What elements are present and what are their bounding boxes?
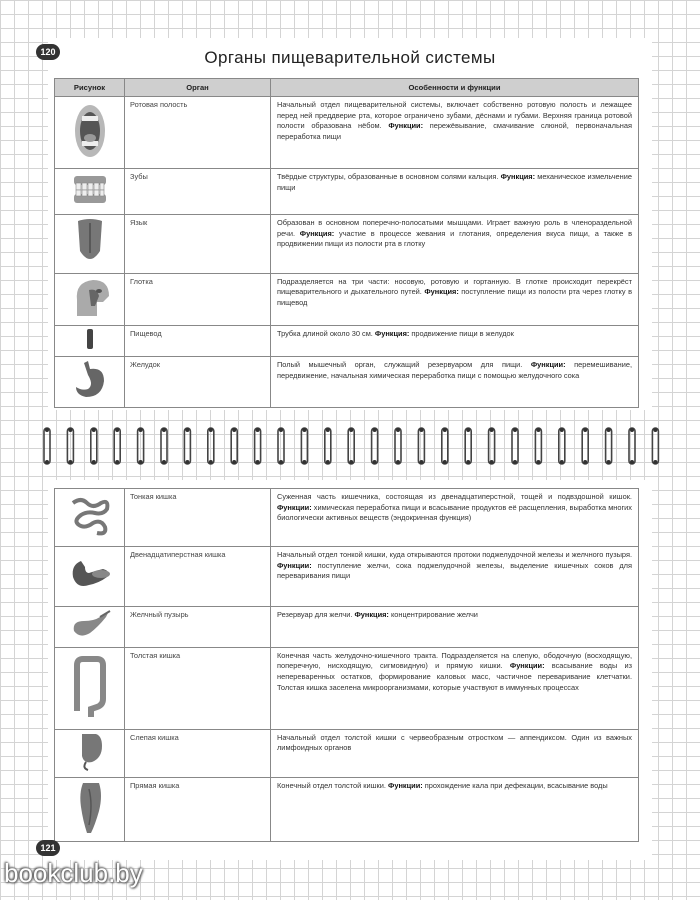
watermark: bookclub.by: [4, 858, 143, 888]
mouth-icon: [70, 100, 110, 162]
spiral-ring: [138, 428, 144, 464]
teeth-icon: [70, 172, 110, 208]
table-row: [55, 273, 639, 326]
table-row: [55, 169, 639, 215]
organ-description: Образован в основном поперечно-полосатыми мышцами. Играет важную роль в членораздельной речи. Функция: участие в процессе жевания и глотания, определения вкуса пищи, а также в продвижении пищи из полости рта в глотку: [271, 215, 639, 274]
spiral-ring: [442, 428, 448, 464]
organ-description: Подразделяется на три части: носовую, ротовую и гортанную. В глотке происходит перекрёст пищеварительного и дыхательного путей. Функция: поступление пищи из полости рта через глотку в пищевод: [271, 273, 639, 326]
organ-name: Желудок: [125, 357, 271, 408]
spiral-ring: [301, 428, 307, 464]
table-row: [55, 357, 639, 408]
duodenum-icon: [67, 555, 113, 595]
table-row: [55, 647, 639, 729]
spiral-ring: [184, 428, 190, 464]
organ-description: Твёрдые структуры, образованные в основном солями кальция. Функция: механическое измельчение пищи: [271, 169, 639, 215]
organ-name: Глотка: [125, 273, 271, 326]
spiral-ring: [348, 428, 354, 464]
organ-description: Начальный отдел толстой кишки с червеобразным отростком — аппендиксом. Один из важных лимфоидных органов: [271, 729, 639, 778]
stomach-icon: [70, 359, 110, 401]
organ-name: Пищевод: [125, 326, 271, 357]
table-row: [55, 778, 639, 842]
table-row: [55, 97, 639, 169]
organs-table-bottom: [54, 488, 639, 842]
table-row: [55, 489, 639, 547]
page-number-top: 120: [36, 44, 60, 60]
organ-name: Прямая кишка: [125, 778, 271, 842]
esophagus-icon: [84, 328, 96, 350]
spiral-ring: [512, 428, 518, 464]
spiral-ring: [489, 428, 495, 464]
spiral-ring: [395, 428, 401, 464]
spiral-ring: [582, 428, 588, 464]
table-row: [55, 607, 639, 648]
organ-name: Зубы: [125, 169, 271, 215]
spiral-ring: [208, 428, 214, 464]
organ-description: Резервуар для желчи. Функция: концентрирование желчи: [271, 607, 639, 648]
organ-name: Тонкая кишка: [125, 489, 271, 547]
header-picture: Рисунок: [55, 79, 125, 97]
organ-name: Двенадцатиперстная кишка: [125, 547, 271, 607]
organ-description: Полый мышечный орган, служащий резервуаром для пищи. Функции: перемешивание, передвижение, начальная химическая переработка пищи с помощью желудочного сока: [271, 357, 639, 408]
header-organ: Орган: [125, 79, 271, 97]
organ-name: Язык: [125, 215, 271, 274]
spiral-ring: [629, 428, 635, 464]
organ-description: Конечная часть желудочно-кишечного тракта. Подразделяется на слепую, ободочную (восходящую, поперечную, нисходящую, сигмовидную) и прямую кишки. Функции: всасывание воды из непереваренных остатков, формирование каловых масс, частичное переваривание клетчатки. Толстая кишка заселена микроорганизмами, которые участвуют в иммунных процессах: [271, 647, 639, 729]
spiral-ring: [278, 428, 284, 464]
spiral-ring: [559, 428, 565, 464]
spiral-ring: [606, 428, 612, 464]
table-row: [55, 215, 639, 274]
tongue-icon: [72, 217, 108, 267]
spiral-ring: [535, 428, 541, 464]
spiral-ring: [114, 428, 120, 464]
cecum-icon: [72, 732, 108, 772]
small-intestine-icon: [67, 493, 113, 539]
organs-table-top: [54, 78, 639, 408]
organ-description: Начальный отдел тонкой кишки, куда открываются протоки поджелудочной железы и желчного пузыря. Функции: поступление желчи, сока поджелудочной железы, выделение кишечных соков для переваривания пищи: [271, 547, 639, 607]
large-intestine-icon: [67, 651, 113, 721]
organ-description: Начальный отдел пищеварительной системы, включает собственно ротовую полость и лежащее перед ней преддверие рта, которое ограничено зубами, дёснами и губами. Верхняя граница ротовой полости образована нёбом. Функции: пережёвывание, смачивание слюной, первоначальная переработка пищи: [271, 97, 639, 169]
spiral-ring: [44, 428, 50, 464]
organ-name: Ротовая полость: [125, 97, 271, 169]
organ-name: Слепая кишка: [125, 729, 271, 778]
spiral-ring: [231, 428, 237, 464]
table-row: [55, 326, 639, 357]
spiral-ring: [67, 428, 73, 464]
spiral-ring: [652, 428, 658, 464]
gallbladder-icon: [68, 609, 112, 641]
page-title: Органы пищеварительной системы: [204, 48, 496, 67]
organ-name: Толстая кишка: [125, 647, 271, 729]
header-description: Особенности и функции: [271, 79, 639, 97]
table-row: [55, 729, 639, 778]
rectum-icon: [73, 781, 107, 835]
spiral-ring: [372, 428, 378, 464]
page-number-bottom: 121: [36, 840, 60, 856]
spiral-ring: [91, 428, 97, 464]
notebook-spiral-binding: [38, 424, 662, 468]
pharynx-icon: [67, 276, 113, 320]
organ-description: Суженная часть кишечника, состоящая из двенадцатиперстной, тощей и подвздошной кишок. Функции: химическая переработка пищи и всасывание продуктов её расщепления, выработка многих биологически активных веществ (эндокринная функция): [271, 489, 639, 547]
organ-name: Желчный пузырь: [125, 607, 271, 648]
spiral-ring: [255, 428, 261, 464]
spiral-ring: [418, 428, 424, 464]
organ-description: Конечный отдел толстой кишки. Функции: прохождение кала при дефекации, всасывание воды: [271, 778, 639, 842]
spiral-ring: [465, 428, 471, 464]
organ-description: Трубка длиной около 30 см. Функция: продвижение пищи в желудок: [271, 326, 639, 357]
spiral-ring: [161, 428, 167, 464]
table-row: [55, 547, 639, 607]
spiral-ring: [325, 428, 331, 464]
